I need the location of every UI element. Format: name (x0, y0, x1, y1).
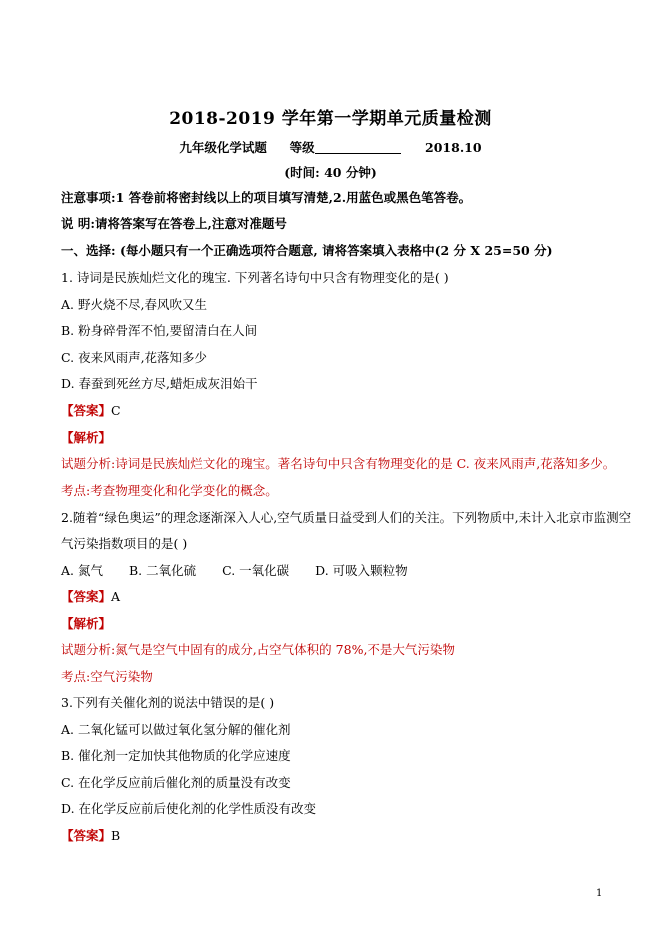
exam-time: (时间: 40 分钟) (284, 165, 377, 180)
exam-info (0, 138, 661, 156)
q1-option-d: D. 春蚕到死丝方尽,蜡炬成灰泪始干 (61, 376, 258, 391)
q3-option-d: D. 在化学反应前后使化剂的化学性质没有改变 (61, 801, 317, 816)
level-label: 等级 (289, 140, 315, 155)
q1-answer-value: C (111, 403, 121, 418)
q2-stem-line1: 2.随着“绿色奥运”的理念逐渐深入人心,空气质量日益受到人们的关注。下列物质中,未计入北京市监测空 (61, 510, 632, 525)
q2-stem-line2: 气污染指数项目的是( ) (61, 536, 188, 551)
q2-point: 考点:空气污染物 (61, 669, 153, 684)
q3-answer-tag: 【答案】 (61, 828, 112, 843)
q1-answer-tag: 【答案】 (61, 403, 112, 418)
q3-stem: 3.下列有关催化剂的说法中错误的是( ) (61, 695, 275, 710)
q1-answer (61, 403, 121, 419)
q3-option-a: A. 二氧化锰可以做过氧化氢分解的催化剂 (61, 722, 291, 737)
exam-date: 2018.10 (425, 140, 482, 155)
explain-text: 说 明:请将答案写在答卷上,注意对准题号 (61, 216, 287, 231)
q1-option-c: C. 夜来风雨声,花落知多少 (61, 350, 208, 365)
q2-answer-tag: 【答案】 (61, 589, 112, 604)
q2-option-a: A. 氮气 (61, 563, 103, 578)
q3-option-b: B. 催化剂一定加快其他物质的化学应速度 (61, 748, 291, 763)
q1-stem: 1. 诗词是民族灿烂文化的瑰宝. 下列著名诗句中只含有物理变化的是( ) (61, 270, 449, 285)
q1-point: 考点:考查物理变化和化学变化的概念。 (61, 483, 278, 498)
q2-option-b: B. 二氧化硫 (128, 563, 197, 578)
notice-text: 注意事项:1 答卷前将密封线以上的项目填写清楚,2.用蓝色或黑色笔答卷。 (61, 190, 472, 205)
page-title: 2018-2019 学年第一学期单元质量检测 (169, 109, 492, 129)
q3-answer-value: B (111, 828, 121, 843)
level-blank (315, 141, 401, 154)
q1-option-b: B. 粉身碎骨浑不怕,要留清白在人间 (61, 323, 258, 338)
q2-option-d: D. 可吸入颗粒物 (315, 563, 408, 578)
q2-answer-value: A (111, 589, 121, 604)
q2-answer (61, 589, 120, 605)
grade-exam-label: 九年级化学试题 (179, 140, 267, 155)
q1-option-a: A. 野火烧不尽,春风吹又生 (61, 297, 207, 312)
q2-analysis-tag: 【解析】 (61, 616, 112, 631)
q2-options (61, 563, 430, 579)
section-heading: 一、选择: (每小题只有一个正确选项符合题意, 请将答案填入表格中(2 分 X 25=50 分) (61, 243, 553, 258)
q1-analysis: 试题分析:诗词是民族灿烂文化的瑰宝。著名诗句中只含有物理变化的是 C. 夜来风雨声,花落知多少。 (61, 456, 616, 471)
q2-analysis: 试题分析:氮气是空气中固有的成分,占空气体积的 78%,不是大气污染物 (61, 642, 455, 657)
q3-answer (61, 828, 120, 844)
page-number: 1 (596, 888, 603, 899)
q1-analysis-tag: 【解析】 (61, 430, 112, 445)
q2-option-c: C. 一氧化碳 (222, 563, 290, 578)
q3-option-c: C. 在化学反应前后催化剂的质量没有改变 (61, 775, 291, 790)
